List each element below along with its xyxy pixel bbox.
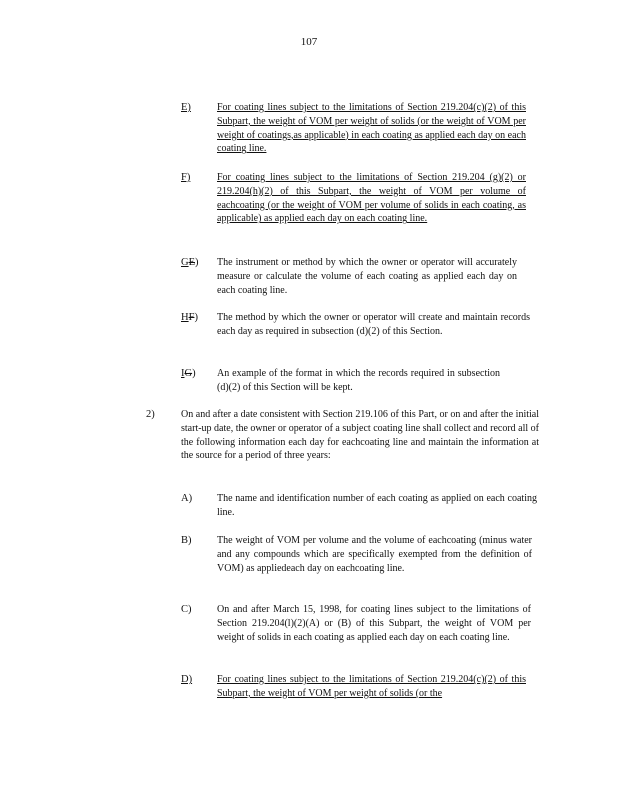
- label-deleted: E: [188, 257, 196, 268]
- item-text: On and after March 15, 1998, for coating lines subject to the limitations of Section 219.204(l)(2)(A) or (B) of this Subpart, the weight of VOM per weight of solids in each coating as applied each day on each coating line.: [217, 604, 531, 643]
- item-text: For coating lines subject to the limitations of Section 219.204(c)(2) of this Subpart, the weight of VOM per weight of solids (or the: [217, 674, 526, 699]
- item-text: The instrument or method by which the owner or operator will accurately measure or calculate the volume of each coating as applied each day on each coating line.: [217, 257, 517, 296]
- item-label: IG): [181, 368, 196, 379]
- item-text: For coating lines subject to the limitations of Section 219.204(c)(2) of this Subpart, the weight of VOM per weight of solids (or the weight of VOM per weight of coatings,as applicable) in each coating as applied each day on each coating line.: [217, 102, 526, 155]
- label-inserted: I: [181, 368, 185, 379]
- item-label: B): [181, 535, 192, 546]
- item-label: F): [181, 172, 191, 183]
- item-text: The name and identification number of each coating as applied on each coating line.: [217, 493, 537, 518]
- item-text: For coating lines subject to the limitations of Section 219.204 (g)(2) or 219.204(h)(2) of this Subpart, the weight of VOM per volume of eachcoating (or the weight of VOM per volume of solids in each coating, as applicable) as applied each day on each coating line.: [217, 172, 526, 225]
- item-text: An example of the format in which the records required in subsection (d)(2) of this Section will be kept.: [217, 368, 500, 393]
- label-deleted: G: [184, 368, 193, 379]
- item-text: The method by which the owner or operator will create and maintain records each day as required in subsection (d)(2) of this Section.: [217, 312, 530, 337]
- page-number: 107: [300, 36, 318, 48]
- section-text: On and after a date consistent with Section 219.106 of this Part, or on and after the initial start-up date, the owner or operator of a subject coating line shall collect and record all of the following information each day for eachcoating line and maintain the information at the source for a period of three years:: [181, 409, 539, 462]
- item-label: D): [181, 674, 193, 685]
- item-label: C): [181, 604, 192, 615]
- label-deleted: F: [188, 312, 195, 323]
- label-inserted: G: [181, 257, 189, 268]
- section-label: 2): [146, 409, 155, 420]
- item-text: The weight of VOM per volume and the volume of eachcoating (minus water and any compounds which are specifically exempted from the definition of VOM) as appliedeach day on eachcoating line.: [217, 535, 532, 574]
- item-label: HF): [181, 312, 198, 323]
- item-label: GE): [181, 257, 199, 268]
- item-label: A): [181, 493, 193, 504]
- item-label: E): [181, 102, 191, 113]
- label-inserted: H: [181, 312, 189, 323]
